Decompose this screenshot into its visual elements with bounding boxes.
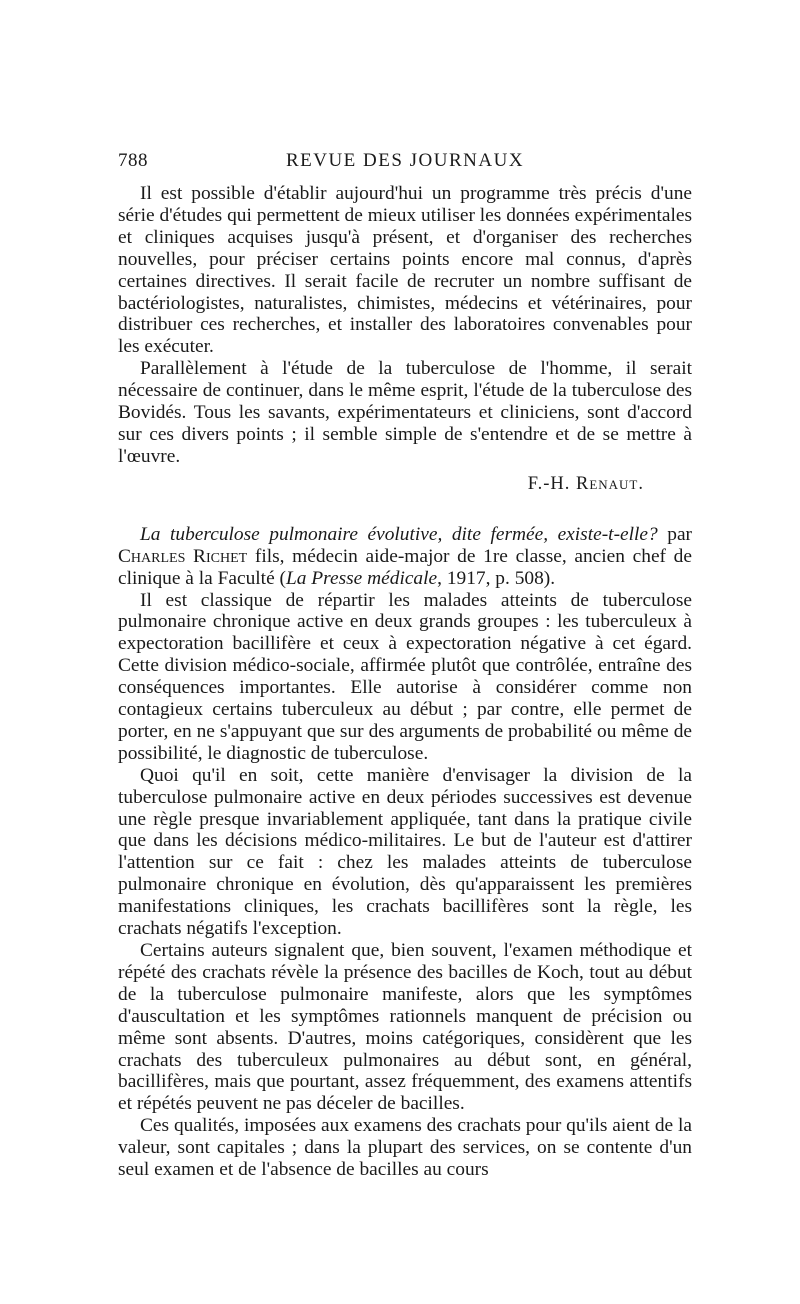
article2-paragraph-1: Il est classique de répartir les malades atteints de tuberculose pulmonaire chronique active en deux grands groupes : les tuberculeux à expectoration bacillifère et ceux à expectoration négative à cet égard. Cette division médico-sociale, affirmée plutôt que contrôlée, entraîne des conséquences importantes. Elle autorise à considérer comme non contagieux certains tuberculeux au début ; par contre, elle permet de porter, en ne s'appuyant que sur des arguments de probabilité ou même de possibilité, le diagnostic de tuberculose. (118, 589, 692, 764)
article2-heading (118, 524, 692, 590)
article2-paragraph-2: Quoi qu'il en soit, cette manière d'envisager la division de la tuberculose pulmonaire active en deux périodes successives est devenue une règle presque invariablement appliquée, tant dans la pratique civile que dans les décisions médico-militaires. Le but de l'auteur est d'attirer l'attention sur ce fait : chez les malades atteints de tuberculose pulmonaire chronique en évolution, dès qu'apparaissent les premières manifestations cliniques, les crachats bacillifères sont la règle, les crachats négatifs l'exception. (118, 764, 692, 940)
article1-paragraph-2: Parallèlement à l'étude de la tuberculose de l'homme, il serait nécessaire de continuer, dans le même esprit, l'étude de la tuberculose des Bovidés. Tous les savants, expérimentateurs et cliniciens, sont d'accord sur ces divers points ; il semble simple de s'entendre et de se mettre à l'œuvre. (118, 358, 692, 467)
article2-paragraph-4: Ces qualités, imposées aux examens des crachats pour qu'ils aient de la valeur, sont capitales ; dans la plupart des services, on se contente d'un seul examen et de l'absence de bacilles au cours (118, 1115, 692, 1181)
article2-journal: La Presse médicale (285, 567, 438, 589)
article2-author: Charles Richet (118, 545, 248, 567)
article-separator (118, 496, 692, 524)
page-header (118, 150, 692, 176)
article1-signature: F.-H. Renaut. (527, 473, 644, 494)
page-number: 788 (118, 150, 148, 171)
body-text (118, 183, 692, 1181)
running-title: REVUE DES JOURNAUX (285, 150, 525, 171)
article1-paragraph-1: Il est possible d'établir aujourd'hui un programme très précis d'une série d'études qui permettent de mieux utiliser les données expérimentales et cliniques acquises jusqu'à présent, et d'organiser des recherches nouvelles, pour préciser certains points encore mal connus, d'après certaines directives. Il serait facile de recruter un nombre suffisant de bactériologistes, naturalistes, chimistes, médecins et vétérinaires, pour distribuer ces recherches, et installer des laboratoires convenables pour les exécuter. (118, 183, 692, 358)
article2-title: La tuberculose pulmonaire évolutive, dite fermée, existe-t-elle? (140, 523, 658, 545)
article2-paragraph-3: Certains auteurs signalent que, bien souvent, l'examen méthodique et répété des crachats révèle la présence des bacilles de Koch, tout au début de la tuberculose pulmonaire manifeste, alors que les symptômes d'auscultation et les symptômes rationnels manquent de précision ou même sont absents. D'autres, moins catégoriques, considèrent que les crachats des tuberculeux pulmonaires au début sont, en général, bacillifères, mais que pourtant, assez fréquemment, des examens attentifs et répétés peuvent ne pas déceler de bacilles. (118, 940, 692, 1115)
article2-citation-post: , 1917, p. 508). (437, 567, 556, 589)
article2-citation-pre: fils, médecin aide-major de 1re classe, ancien chef de clinique à la Faculté ( (118, 545, 692, 589)
article2-by: par (657, 523, 693, 545)
